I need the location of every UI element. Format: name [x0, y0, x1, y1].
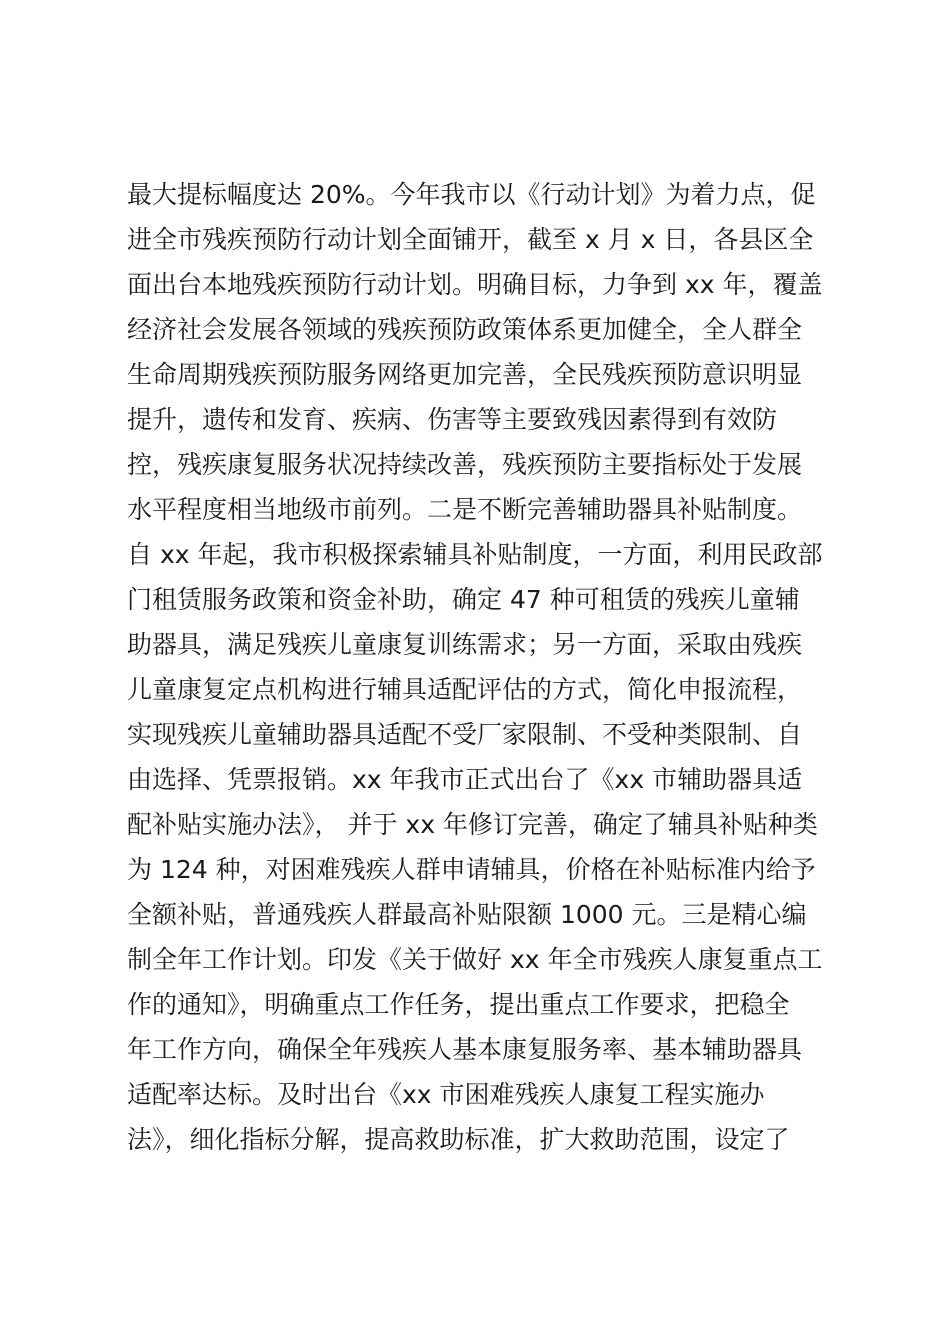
text-line: 最大提标幅度达 20%。今年我市以《行动计划》为着力点，促: [127, 180, 816, 209]
text-line: 控，残疾康复服务状况持续改善，残疾预防主要指标处于发展: [127, 450, 803, 479]
text-line: 提升，遗传和发育、疾病、伤害等主要致残因素得到有效防: [127, 405, 778, 434]
text-line: 法》，细化指标分解，提高救助标准，扩大救助范围，设定了: [127, 1125, 790, 1154]
text-line: 生命周期残疾预防服务网络更加完善，全民残疾预防意识明显: [127, 360, 803, 389]
text-line: 制全年工作计划。印发《关于做好 xx 年全市残疾人康复重点工: [127, 945, 823, 974]
text-line: 面出台本地残疾预防行动计划。明确目标，力争到 xx 年，覆盖: [127, 270, 823, 299]
text-line: 全额补贴，普通残疾人群最高补贴限额 1000 元。三是精心编: [127, 900, 807, 929]
text-line: 年工作方向，确保全年残疾人基本康复服务率、基本辅助器具: [127, 1035, 803, 1064]
text-line: 实现残疾儿童辅助器具适配不受厂家限制、不受种类限制、自: [127, 720, 803, 749]
text-line: 自 xx 年起，我市积极探索辅具补贴制度，一方面，利用民政部: [127, 540, 823, 569]
text-line: 水平程度相当地级市前列。二是不断完善辅助器具补贴制度。: [127, 495, 803, 524]
text-line: 为 124 种，对困难残疾人群申请辅具，价格在补贴标准内给予: [127, 855, 816, 884]
text-line: 适配率达标。及时出台《xx 市困难残疾人康复工程实施办: [127, 1080, 765, 1109]
text-line: 配补贴实施办法》， 并于 xx 年修订完善，确定了辅具补贴种类: [127, 810, 818, 839]
text-line: 经济社会发展各领域的残疾预防政策体系更加健全，全人群全: [127, 315, 803, 344]
body-paragraph: [127, 172, 847, 1162]
text-line: 由选择、凭票报销。xx 年我市正式出台了《xx 市辅助器具适: [127, 765, 803, 794]
text-line: 作的通知》，明确重点工作任务，提出重点工作要求，把稳全: [127, 990, 790, 1019]
text-line: 进全市残疾预防行动计划全面铺开，截至 x 月 x 日，各县区全: [127, 225, 814, 254]
text-line: 儿童康复定点机构进行辅具适配评估的方式，简化申报流程，: [127, 675, 803, 704]
text-line: 门租赁服务政策和资金补助，确定 47 种可租赁的残疾儿童辅: [127, 585, 800, 614]
text-line: 助器具，满足残疾儿童康复训练需求；另一方面，采取由残疾: [127, 630, 803, 659]
